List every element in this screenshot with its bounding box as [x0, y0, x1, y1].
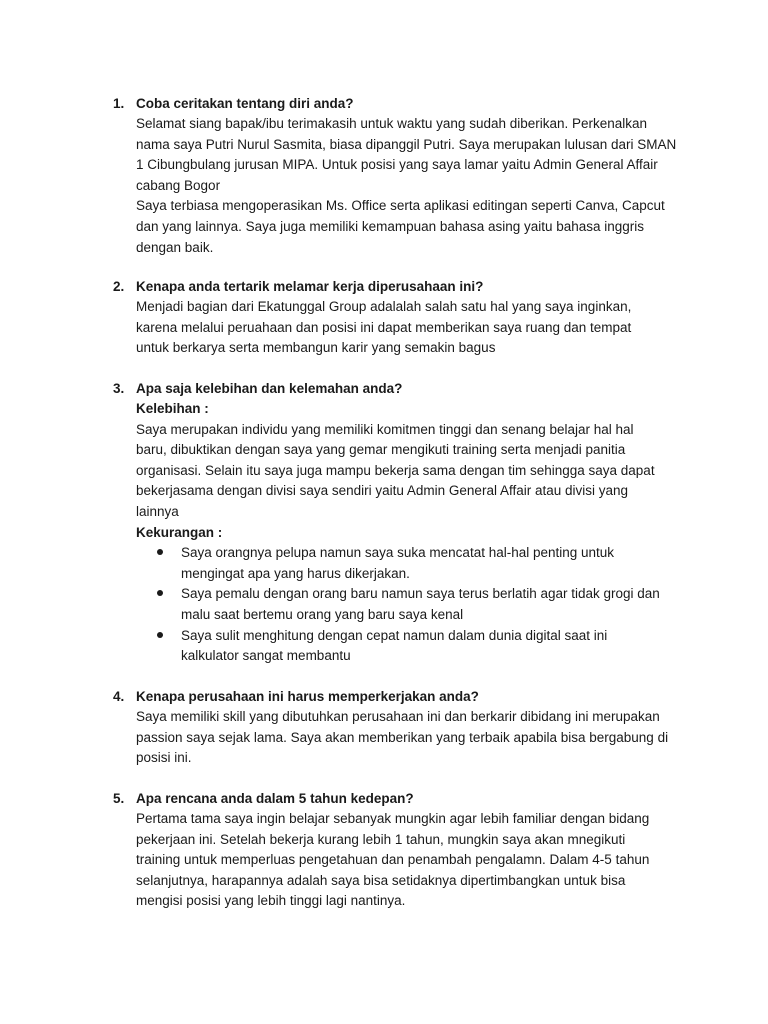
answer-paragraph — [136, 809, 676, 912]
answer-line: posisi ini. — [136, 750, 192, 766]
answer-line: untuk berkarya serta membangun karir yang semakin bagus — [136, 340, 496, 356]
answer-line: mengisi posisi yang lebih tinggi lagi nantinya. — [136, 893, 406, 909]
answer-line: bekerjasama dengan divisi saya sendiri yaitu Admin General Affair atau divisi yang — [136, 483, 629, 499]
answer-paragraph — [136, 399, 676, 667]
answer-line: Pertama tama saya ingin belajar sebanyak mungkin agar lebih familiar dengan bidang — [136, 811, 650, 826]
bullet-dot-icon — [157, 632, 163, 638]
question-number: 4. — [113, 689, 125, 704]
answer-line: cabang Bogor — [136, 177, 221, 193]
answer-line: selanjutnya, harapannya adalah saya bisa setidaknya dipertimbangkan untuk bisa — [136, 872, 626, 888]
answer-paragraph — [136, 114, 676, 258]
answer-line: baru, dibuktikan dengan saya yang gemar mengikuti training serta menjadi panitia — [136, 442, 626, 458]
answer-line: lainnya — [136, 503, 179, 519]
bullet-line: mengingat apa yang harus dikerjakan. — [181, 565, 410, 581]
answer-line: Saya memiliki skill yang dibutuhkan perusahaan ini dan berkarir dibidang ini merupakan — [136, 709, 660, 724]
question-heading: Apa rencana anda dalam 5 tahun kedepan? — [136, 791, 414, 806]
bullet-list-item — [136, 626, 676, 667]
answer-line: organisasi. Selain itu saya juga mampu bekerja sama dengan tim sehingga saya dapat — [136, 462, 655, 478]
question-heading: Apa saja kelebihan dan kelemahan anda? — [136, 381, 403, 396]
answer-line: Saya merupakan individu yang memiliki komitmen tinggi dan senang belajar hal hal — [136, 421, 634, 437]
bullet-list-item — [136, 543, 676, 584]
question-number: 2. — [113, 279, 125, 294]
bullet-line: malu saat bertemu orang yang baru saya kenal — [181, 606, 464, 622]
answer-line: passion saya sejak lama. Saya akan memberikan yang terbaik apabila bisa bergabung di — [136, 729, 669, 745]
bullet-line: Saya sulit menghitung dengan cepat namun dalam dunia digital saat ini — [181, 627, 608, 643]
answer-line: nama saya Putri Nurul Sasmita, biasa dipanggil Putri. Saya merupakan lulusan dari SMAN — [136, 136, 677, 152]
answer-paragraph — [136, 297, 676, 359]
answer-line: Selamat siang bapak/ibu terimakasih untuk waktu yang sudah diberikan. Perkenalkan — [136, 116, 648, 131]
kelebihan-heading: Kelebihan : — [136, 401, 209, 416]
question-heading: Coba ceritakan tentang diri anda? — [136, 96, 354, 111]
answer-line: training untuk memperluas pengetahuan dan penambah pengalamn. Dalam 4-5 tahun — [136, 852, 650, 868]
bullet-dot-icon — [157, 549, 163, 555]
question-number: 3. — [113, 381, 125, 396]
answer-line: Menjadi bagian dari Ekatunggal Group adalalah salah satu hal yang saya inginkan, — [136, 299, 632, 314]
bullet-line: kalkulator sangat membantu — [181, 648, 351, 664]
answer-line: pekerjaan ini. Setelah bekerja kurang lebih 1 tahun, mungkin saya akan mnegikuti — [136, 831, 626, 847]
question-heading: Kenapa perusahaan ini harus memperkerjakan anda? — [136, 689, 479, 704]
question-number: 5. — [113, 791, 125, 806]
answer-line: karena melalui peruahaan dan posisi ini dapat memberikan saya ruang dan tempat — [136, 319, 632, 335]
kekurangan-heading: Kekurangan : — [136, 524, 223, 540]
bullet-list-item — [136, 584, 676, 625]
answer-line: dan yang lainnya. Saya juga memiliki kemampuan bahasa asing yaitu bahasa inggris — [136, 218, 645, 234]
answer-line: 1 Cibungbulang jurusan MIPA. Untuk posisi yang saya lamar yaitu Admin General Affair — [136, 157, 658, 173]
answer-paragraph — [136, 707, 676, 769]
bullet-line: Saya orangnya pelupa namun saya suka mencatat hal-hal penting untuk — [181, 545, 615, 561]
bullet-dot-icon — [157, 590, 163, 596]
bullet-line: Saya pemalu dengan orang baru namun saya terus berlatih agar tidak grogi dan — [181, 586, 660, 602]
question-heading: Kenapa anda tertarik melamar kerja diperusahaan ini? — [136, 279, 484, 294]
kekurangan-bullet-list — [136, 543, 676, 667]
question-number: 1. — [113, 96, 125, 111]
answer-line: Saya terbiasa mengoperasikan Ms. Office serta aplikasi editingan seperti Canva, Capcut — [136, 198, 665, 214]
answer-line: dengan baik. — [136, 239, 214, 255]
